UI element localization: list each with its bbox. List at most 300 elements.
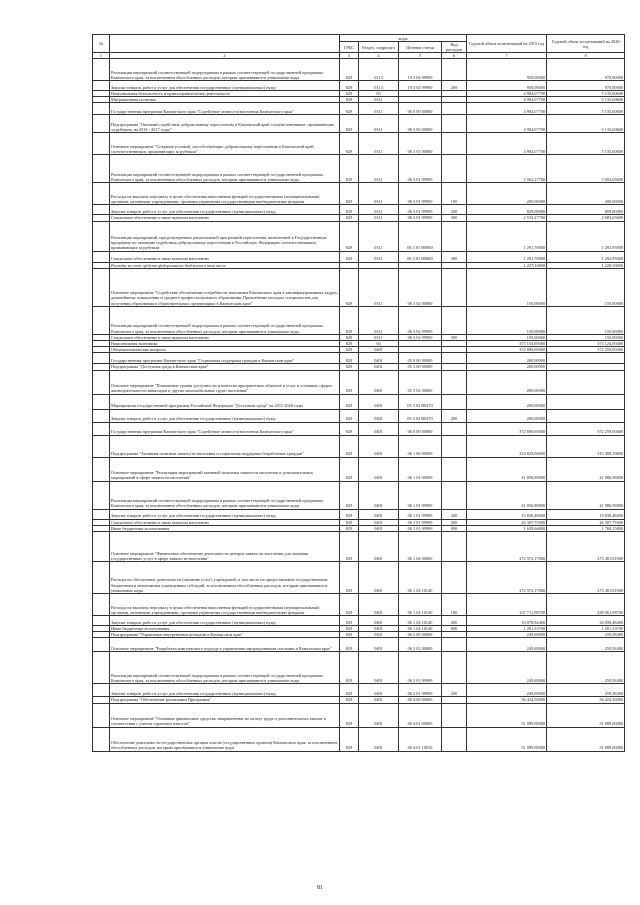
row-grbs: 829 [340, 638, 359, 652]
row-target-article: 06 1 04 10140 [399, 626, 442, 632]
row-expense-type: 100 [442, 183, 467, 205]
row-volume-2019: 249,69000 [467, 652, 547, 684]
row-expense-type [442, 422, 467, 435]
row-name: Национальная экономика [110, 341, 340, 347]
row-grbs: 829 [340, 616, 359, 626]
row-target-article: 06 1 04 10140 [399, 562, 442, 594]
row-grbs: 829 [340, 652, 359, 684]
row-volume-2020: 259,58400 [547, 632, 625, 638]
row-volume-2020: 5 135,60600 [547, 115, 625, 133]
row-volume-2020: 273 401,81000 [547, 562, 625, 594]
row-expense-type: 300 [442, 251, 467, 262]
row-volume-2019: 200,00000 [467, 370, 547, 394]
row-expense-type [442, 268, 467, 306]
row-volume-2020: 2 683,65600 [547, 215, 625, 221]
row-grbs: 829 [340, 703, 359, 727]
row-number [93, 221, 110, 251]
row-expense-type [442, 652, 467, 684]
row-name: Общеэкономические вопросы [110, 347, 340, 353]
row-volume-2019: 1 281,33700 [467, 626, 547, 632]
row-section: 0311 [359, 251, 399, 262]
row-expense-type [442, 155, 467, 183]
row-section: 0401 [359, 594, 399, 616]
row-volume-2019: 272 972,17000 [467, 562, 547, 594]
row-grbs: 829 [340, 370, 359, 394]
table-row [93, 353, 625, 364]
row-target-article: 06 3 02 99990 [399, 334, 442, 340]
row-name: Подпрограмма "Оказание содействия добровольному переселению в Камчатский край соотечественников, проживающих за рубежом, на 2014 - 2017 годы" [110, 115, 340, 133]
row-section: 0401 [359, 353, 399, 364]
row-volume-2020: 809,00000 [547, 205, 625, 215]
row-grbs: 829 [340, 532, 359, 562]
row-section: 0401 [359, 435, 399, 457]
table-row [93, 133, 625, 155]
table-row [93, 306, 625, 334]
row-volume-2019: 3 562,27700 [467, 155, 547, 183]
row-grbs: 829 [340, 684, 359, 697]
row-volume-2019: 4 984,07700 [467, 115, 547, 133]
row-number [93, 684, 110, 697]
table-row [93, 457, 625, 481]
row-grbs: 829 [340, 81, 359, 91]
row-expense-type [442, 435, 467, 457]
row-target-article: 06 1 04 00000 [399, 532, 442, 562]
row-expense-type [442, 394, 467, 409]
row-section: 0311 [359, 133, 399, 155]
row-grbs: 829 [340, 251, 359, 262]
row-expense-type: 100 [442, 594, 467, 616]
row-name: Иные бюджетные ассигнования [110, 525, 340, 531]
row-section: 0401 [359, 457, 399, 481]
row-volume-2020: 13 830,48000 [547, 509, 625, 519]
row-target-article: 06 1 01 00000 [399, 457, 442, 481]
row-grbs: 829 [340, 155, 359, 183]
row-number [93, 183, 110, 205]
table-row [93, 81, 625, 91]
table-row [93, 422, 625, 435]
row-grbs: 829 [340, 215, 359, 221]
row-name: Государственная программа Камчатского края "Содействие занятости населения Камчатского края" [110, 103, 340, 115]
row-target-article: 06 1 00 00000 [399, 435, 442, 457]
row-name: Социальное обеспечение и иные выплаты населению [110, 215, 340, 221]
table-row [93, 481, 625, 509]
row-volume-2019: 1 291,70000 [467, 221, 547, 251]
row-grbs: 829 [340, 409, 359, 422]
row-name: Мероприятия государственной программы Российской Федерации "Доступная среда" на 2011-2020 годы [110, 394, 340, 409]
row-name: Реализация мероприятий соответствующей подпрограммы в рамках соответствующей государственной программы Камчатского края, за исключением обособленных расходов, которым присваиваются уникальные коды [110, 59, 340, 81]
row-target-article: 05 0 00 00000 [399, 353, 442, 364]
header-volume-2019: Годовой объем ассигнований на 2019 год [467, 35, 547, 53]
row-target-article: 05 3 02 R0270 [399, 394, 442, 409]
table-row [93, 59, 625, 81]
row-number [93, 532, 110, 562]
row-target-article: 06 1 01 99990 [399, 509, 442, 519]
row-volume-2019: 200,00000 [467, 364, 547, 370]
table-row [93, 251, 625, 262]
row-number [93, 616, 110, 626]
row-section: 0401 [359, 347, 399, 353]
row-grbs: 829 [340, 268, 359, 306]
row-section: 0311 [359, 205, 399, 215]
row-grbs: 829 [340, 435, 359, 457]
row-grbs: 829 [340, 562, 359, 594]
budget-table [92, 34, 625, 752]
header-name [110, 35, 340, 53]
column-number: 5 [399, 53, 442, 59]
row-number [93, 727, 110, 751]
row-number [93, 268, 110, 306]
row-number [93, 251, 110, 262]
table-row [93, 221, 625, 251]
row-volume-2019: 150,00000 [467, 306, 547, 334]
row-number [93, 306, 110, 334]
row-expense-type [442, 115, 467, 133]
row-grbs: 829 [340, 481, 359, 509]
row-grbs: 829 [340, 59, 359, 81]
row-name: Основное мероприятие "Содействие обеспечению потребности экономики Камчатского края в квалифицированных кадрах, дальнейшему повышению и среднего профессионального образования. Привлечение молодых специалистов для получения образования в образовательных организациях в Камчатском крае" [110, 268, 340, 306]
row-expense-type [442, 481, 467, 509]
row-volume-2020: 372 259,00400 [547, 347, 625, 353]
row-section: 0113 [359, 59, 399, 81]
row-name: Закупка товаров, работ и услуг для обеспечения государственных (муниципальных) нужд [110, 616, 340, 626]
row-section: 0401 [359, 509, 399, 519]
row-volume-2020: 259,58400 [547, 638, 625, 652]
row-name: Закупка товаров, работ и услуг для обеспечения государственных (муниципальных) нужд [110, 509, 340, 519]
row-volume-2019: 26 387,75000 [467, 519, 547, 525]
row-grbs: 829 [340, 103, 359, 115]
row-target-article: 05 3 02 00000 [399, 370, 442, 394]
header-section: Раздел, подраздел [359, 42, 399, 53]
row-grbs: 829 [340, 353, 359, 364]
row-section: 0401 [359, 409, 399, 422]
row-volume-2020: 5 135,60600 [547, 133, 625, 155]
row-section: 0401 [359, 422, 399, 435]
row-name: Реализация мероприятий соответствующей подпрограммы в рамках соответствующей государственной программы Камчатского края, за исключением обособленных расходов, которым присваиваются уникальные коды [110, 481, 340, 509]
row-target-article: 06 2 01 00000 [399, 638, 442, 652]
row-grbs: 829 [340, 306, 359, 334]
row-expense-type [442, 306, 467, 334]
row-number [93, 409, 110, 422]
row-target-article: 19 3 04 99990 [399, 59, 442, 81]
row-number [93, 481, 110, 509]
row-number [93, 133, 110, 155]
row-volume-2020: 200,00000 [547, 183, 625, 205]
row-volume-2020: 1 292,95000 [547, 221, 625, 251]
row-grbs: 829 [340, 347, 359, 353]
row-section: 0401 [359, 532, 399, 562]
table-row [93, 684, 625, 697]
row-grbs: 829 [340, 97, 359, 103]
row-section: 0401 [359, 562, 399, 594]
row-grbs: 829 [340, 626, 359, 632]
row-number [93, 435, 110, 457]
row-volume-2020: 259,58400 [547, 684, 625, 697]
row-number [93, 103, 110, 115]
row-expense-type [442, 353, 467, 364]
table-row [93, 115, 625, 133]
row-name: Расходы на обеспечение деятельности (оказание услуг) учреждений, в том числе на предоставление государственным бюджетным и автономным учреждениям субсидий, за исключением обособленных расходов, которым присваиваются уникальные коды [110, 562, 340, 594]
row-name: Подпрограмма "Управление внутренними потоками в Камчатском крае" [110, 632, 340, 638]
row-target-article: 06 3 02 00000 [399, 268, 442, 306]
row-volume-2020: 1 281,33700 [547, 626, 625, 632]
table-row [93, 205, 625, 215]
row-volume-2019: 51 089,00000 [467, 703, 547, 727]
row-section: 0311 [359, 215, 399, 221]
row-volume-2019: 4 984,07700 [467, 133, 547, 155]
table-row [93, 727, 625, 751]
row-expense-type: 200 [442, 509, 467, 519]
row-volume-2019: 13 830,48000 [467, 509, 547, 519]
row-name: Основное мероприятие "Создание условий, способствующих добровольному переселению в Камчатский край соотечественников, проживающих за рубежом" [110, 133, 340, 155]
row-grbs: 829 [340, 727, 359, 751]
table-body [93, 59, 625, 752]
row-section: 0401 [359, 519, 399, 525]
row-volume-2020: 315 388,39800 [547, 435, 625, 457]
row-target-article: 06 3 01 99990 [399, 155, 442, 183]
header-expense-type: Вид расходов [442, 42, 467, 53]
row-volume-2020: 41 986,58800 [547, 457, 625, 481]
row-volume-2020: 5 135,60600 [547, 97, 625, 103]
row-target-article: 06 3 01 00000 [399, 133, 442, 155]
row-grbs: 829 [340, 519, 359, 525]
row-volume-2020: 5 135,60600 [547, 91, 625, 97]
row-grbs: 829 [340, 115, 359, 133]
header-number: № [93, 35, 110, 53]
row-grbs: 829 [340, 394, 359, 409]
row-volume-2019: 249,69000 [467, 632, 547, 638]
row-volume-2019: 237 711,98700 [467, 594, 547, 616]
row-target-article: 06 4 01 00000 [399, 703, 442, 727]
row-name: Обеспечение деятельности государственных органов власти (государственных органов) Камчатского края, за исключением обособленных расходов, которым присваиваются уникальные коды [110, 727, 340, 751]
row-grbs: 829 [340, 133, 359, 155]
row-name: Иные бюджетные ассигнования [110, 626, 340, 632]
row-name: Национальная безопасность и правоохранительная деятельность [110, 91, 340, 97]
row-expense-type [442, 727, 467, 751]
row-section: 0311 [359, 334, 399, 340]
row-target-article: 06 4 00 00000 [399, 697, 442, 703]
row-volume-2019: 950,00000 [467, 59, 547, 81]
row-volume-2020: 56 424,50000 [547, 697, 625, 703]
row-grbs: 829 [340, 525, 359, 531]
row-section: 0401 [359, 616, 399, 626]
row-volume-2019: 150,00000 [467, 334, 547, 340]
row-expense-type [442, 703, 467, 727]
table-row [93, 616, 625, 626]
row-number [93, 594, 110, 616]
row-volume-2019: 375 154,69360 [467, 341, 547, 347]
row-name: Социальное обеспечение и иные выплаты населению [110, 334, 340, 340]
row-number [93, 509, 110, 519]
row-name: Расходы за счет средств федерального бюджета в том числе [110, 262, 340, 268]
row-name: Закупка товаров, работ и услуг для обеспечения государственных (муниципальных) нужд [110, 81, 340, 91]
row-name: Основное мероприятие "Основные финансовые средства, направленные на оплату труда и дополнительных выплат в соответствии с учетом страховых взносов" [110, 703, 340, 727]
row-name: Реализация мероприятий соответствующей подпрограммы в рамках соответствующей государственной программы Камчатского края, за исключением обособленных расходов, которым присваиваются уникальные коды [110, 306, 340, 334]
row-volume-2019: 4 984,07700 [467, 91, 547, 97]
row-volume-2020 [547, 409, 625, 422]
row-volume-2020 [547, 394, 625, 409]
row-section: 04 [359, 341, 399, 347]
document-page [92, 34, 624, 752]
row-section: 0401 [359, 481, 399, 509]
table-row [93, 183, 625, 205]
row-volume-2020: 3 692,65600 [547, 155, 625, 183]
row-name: Реализация мероприятий соответствующей подпрограммы в рамках соответствующей государственной программы Камчатского края, за исключением обособленных расходов, которым присваиваются уникальные коды [110, 652, 340, 684]
row-number [93, 353, 110, 364]
row-section: 0401 [359, 684, 399, 697]
column-number: 6 [442, 53, 467, 59]
table-row [93, 155, 625, 183]
row-volume-2019: 1 638,66800 [467, 525, 547, 531]
row-target-article: 06 3 00 00000 [399, 115, 442, 133]
row-volume-2020: 34 058,48400 [547, 616, 625, 626]
row-number [93, 638, 110, 652]
row-grbs: 829 [340, 91, 359, 97]
row-volume-2019: 249,69000 [467, 638, 547, 652]
row-volume-2019: 1 227,10000 [467, 262, 547, 268]
row-target-article: 06 0 00 00000 [399, 422, 442, 435]
row-name: Основное мероприятие "Разработка комплексного подхода к управлению миграционными потоками в Камчатском крае" [110, 638, 340, 652]
table-row [93, 435, 625, 457]
row-grbs: 829 [340, 183, 359, 205]
row-target-article: 06 3 02 99990 [399, 306, 442, 334]
row-expense-type [442, 103, 467, 115]
table-header [93, 35, 625, 59]
row-section: 0401 [359, 370, 399, 394]
row-volume-2020: 970,00000 [547, 81, 625, 91]
row-expense-type: 200 [442, 81, 467, 91]
row-name: Миграционная политика [110, 97, 340, 103]
row-section: 0311 [359, 306, 399, 334]
row-volume-2020 [547, 353, 625, 364]
row-target-article: 06 0 00 00000 [399, 103, 442, 115]
row-volume-2019: 41 856,89800 [467, 481, 547, 509]
row-number [93, 205, 110, 215]
row-grbs: 829 [340, 364, 359, 370]
row-number [93, 370, 110, 394]
row-target-article: 06 2 01 99990 [399, 684, 442, 697]
row-number [93, 155, 110, 183]
row-volume-2020: 150,00000 [547, 268, 625, 306]
row-section: 0401 [359, 703, 399, 727]
row-volume-2019: 1 291,70000 [467, 251, 547, 262]
row-expense-type: 800 [442, 626, 467, 632]
row-name: Основное мероприятие "Повышение уровня доступности и качества приоритетных объектов и услуг в основных сферах жизнедеятельности инвалидов и других маломобильных групп населения" [110, 370, 340, 394]
row-volume-2020 [547, 370, 625, 394]
row-expense-type: 800 [442, 525, 467, 531]
row-number [93, 422, 110, 435]
row-expense-type: 200 [442, 616, 467, 626]
row-expense-type [442, 370, 467, 394]
row-volume-2019: 372 689,69360 [467, 422, 547, 435]
row-volume-2019: 200,00000 [467, 394, 547, 409]
row-expense-type: 300 [442, 215, 467, 221]
row-target-article: 06 3 01 99990 [399, 183, 442, 205]
row-target-article: 06 3 01 99990 [399, 205, 442, 215]
row-grbs: 829 [340, 632, 359, 638]
column-number: 4 [359, 53, 399, 59]
row-grbs: 829 [340, 205, 359, 215]
row-name: Подпрограмма "Обеспечение реализации Программы" [110, 697, 340, 703]
row-section: 0113 [359, 81, 399, 91]
row-section: 0401 [359, 727, 399, 751]
row-name: Расходы на выплаты персоналу в целях обеспечения выполнения функций государственными (муниципальными) органами, казенными учреждениями, органами управления государственными внебюджетными фондами [110, 594, 340, 616]
table-row [93, 103, 625, 115]
row-volume-2019: 4 984,07700 [467, 103, 547, 115]
row-section: 0311 [359, 183, 399, 205]
row-expense-type [442, 532, 467, 562]
row-section: 0311 [359, 221, 399, 251]
row-section: 0401 [359, 697, 399, 703]
row-volume-2019: 272 972,17000 [467, 532, 547, 562]
row-target-article: 06 2 00 00000 [399, 632, 442, 638]
row-section: 0311 [359, 97, 399, 103]
row-volume-2019: 200,00000 [467, 409, 547, 422]
row-section: 0401 [359, 652, 399, 684]
row-volume-2019: 2 533,27700 [467, 215, 547, 221]
row-grbs: 829 [340, 697, 359, 703]
row-volume-2020: 150,00000 [547, 334, 625, 340]
row-name: Подпрограмма "Активная политика занятости населения и социальная поддержка безработных граждан" [110, 435, 340, 457]
row-name: Государственная программа Камчатского края "Социальная поддержка граждан в Камчатском крае" [110, 353, 340, 364]
row-section: 03 [359, 91, 399, 97]
row-expense-type [442, 457, 467, 481]
row-number [93, 652, 110, 684]
row-section: 0311 [359, 155, 399, 183]
row-volume-2019: 150,00000 [467, 268, 547, 306]
row-volume-2020: 273 401,81000 [547, 532, 625, 562]
row-name: Закупка товаров, работ и услуг для обеспечения государственных (муниципальных) нужд [110, 684, 340, 697]
row-expense-type: 200 [442, 205, 467, 215]
row-name: Основное мероприятие "Финансовое обеспечение деятельности центров занятости населения для оказания государственных услуг в сфере занятости населения" [110, 532, 340, 562]
row-section: 0401 [359, 632, 399, 638]
table-row [93, 562, 625, 594]
row-target-article: 06 1 01 99990 [399, 481, 442, 509]
column-number: 3 [340, 53, 359, 59]
row-name: Закупка товаров, работ и услуг для обеспечения государственных (муниципальных) нужд [110, 205, 340, 215]
page-number: 81 [317, 885, 323, 891]
table-row [93, 638, 625, 652]
row-number [93, 115, 110, 133]
row-number [93, 562, 110, 594]
row-name: Основное мероприятие "Реализация мероприятий активной политики занятости населения и дополнительных мероприятий в сфере занятости населения" [110, 457, 340, 481]
row-grbs: 829 [340, 334, 359, 340]
header-grbs: ГРБС [340, 42, 359, 53]
row-volume-2020: 1 292,95000 [547, 251, 625, 262]
row-target-article: 05 3 00 00000 [399, 364, 442, 370]
row-volume-2019: 950,00000 [467, 81, 547, 91]
row-volume-2020: 373 124,00400 [547, 341, 625, 347]
column-number: 8 [547, 53, 625, 59]
row-volume-2020: 1 228,30000 [547, 262, 625, 268]
row-expense-type: 300 [442, 334, 467, 340]
row-expense-type [442, 562, 467, 594]
row-number [93, 81, 110, 91]
column-number: 1 [93, 53, 110, 59]
row-number [93, 394, 110, 409]
table-row [93, 409, 625, 422]
row-grbs: 829 [340, 457, 359, 481]
table-row [93, 394, 625, 409]
row-volume-2019: 51 089,00000 [467, 727, 547, 751]
table-row [93, 532, 625, 562]
row-target-article: 06 2 01 99990 [399, 652, 442, 684]
row-section: 0311 [359, 103, 399, 115]
row-volume-2019: 200,00000 [467, 183, 547, 205]
row-section: 0311 [359, 268, 399, 306]
row-target-article: 06 3 01 99990 [399, 215, 442, 221]
row-expense-type [442, 638, 467, 652]
row-volume-2019: 249,69000 [467, 684, 547, 697]
